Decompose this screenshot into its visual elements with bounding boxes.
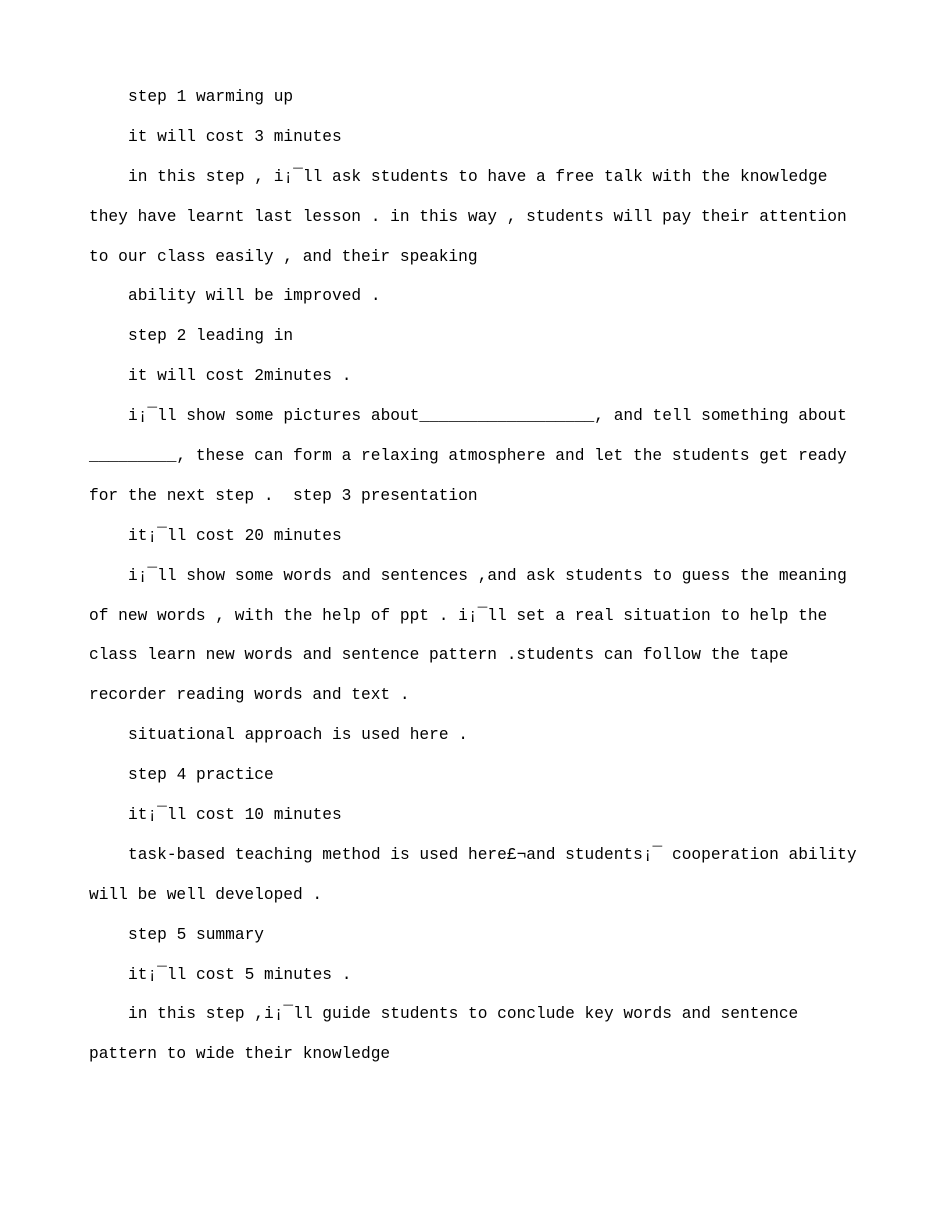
text-line: of new words , with the help of ppt . i¡¯ll set a real situation to help the [89, 606, 828, 625]
text-line: recorder reading words and text . [89, 686, 410, 705]
text-line: it¡¯ll cost 10 minutes [128, 806, 342, 825]
text-line: ability will be improved . [128, 287, 381, 306]
text-line: it will cost 2minutes . [128, 367, 352, 386]
text-line: in this step , i¡¯ll ask students to have a free talk with the knowledge [128, 167, 828, 186]
text-line: _________, these can form a relaxing atmosphere and let the students get ready [89, 447, 847, 466]
text-line: pattern to wide their knowledge [89, 1045, 391, 1064]
text-line: class learn new words and sentence pattern .students can follow the tape [89, 646, 789, 665]
text-line: in this step ,i¡¯ll guide students to conclude key words and sentence [128, 1005, 799, 1024]
document-body [89, 78, 879, 1075]
text-line: task-based teaching method is used here£¬and students¡¯ cooperation ability [128, 845, 857, 864]
text-line: will be well developed . [89, 885, 323, 904]
text-line: step 2 leading in [128, 327, 294, 346]
text-line: step 1 warming up [128, 88, 294, 106]
text-line: for the next step . step 3 presentation [89, 486, 478, 505]
text-line: it¡¯ll cost 20 minutes [128, 526, 342, 545]
text-line: they have learnt last lesson . in this way , students will pay their attention [89, 207, 847, 226]
text-line: to our class easily , and their speaking [89, 247, 478, 266]
text-line: it will cost 3 minutes [128, 127, 342, 146]
text-line: step 4 practice [128, 766, 274, 785]
text-line: i¡¯ll show some words and sentences ,and ask students to guess the meaning [128, 566, 847, 585]
text-line: step 5 summary [128, 925, 264, 944]
text-line: i¡¯ll show some pictures about__________________, and tell something about [128, 407, 847, 426]
text-line: situational approach is used here . [128, 726, 468, 745]
text-line: it¡¯ll cost 5 minutes . [128, 965, 352, 984]
